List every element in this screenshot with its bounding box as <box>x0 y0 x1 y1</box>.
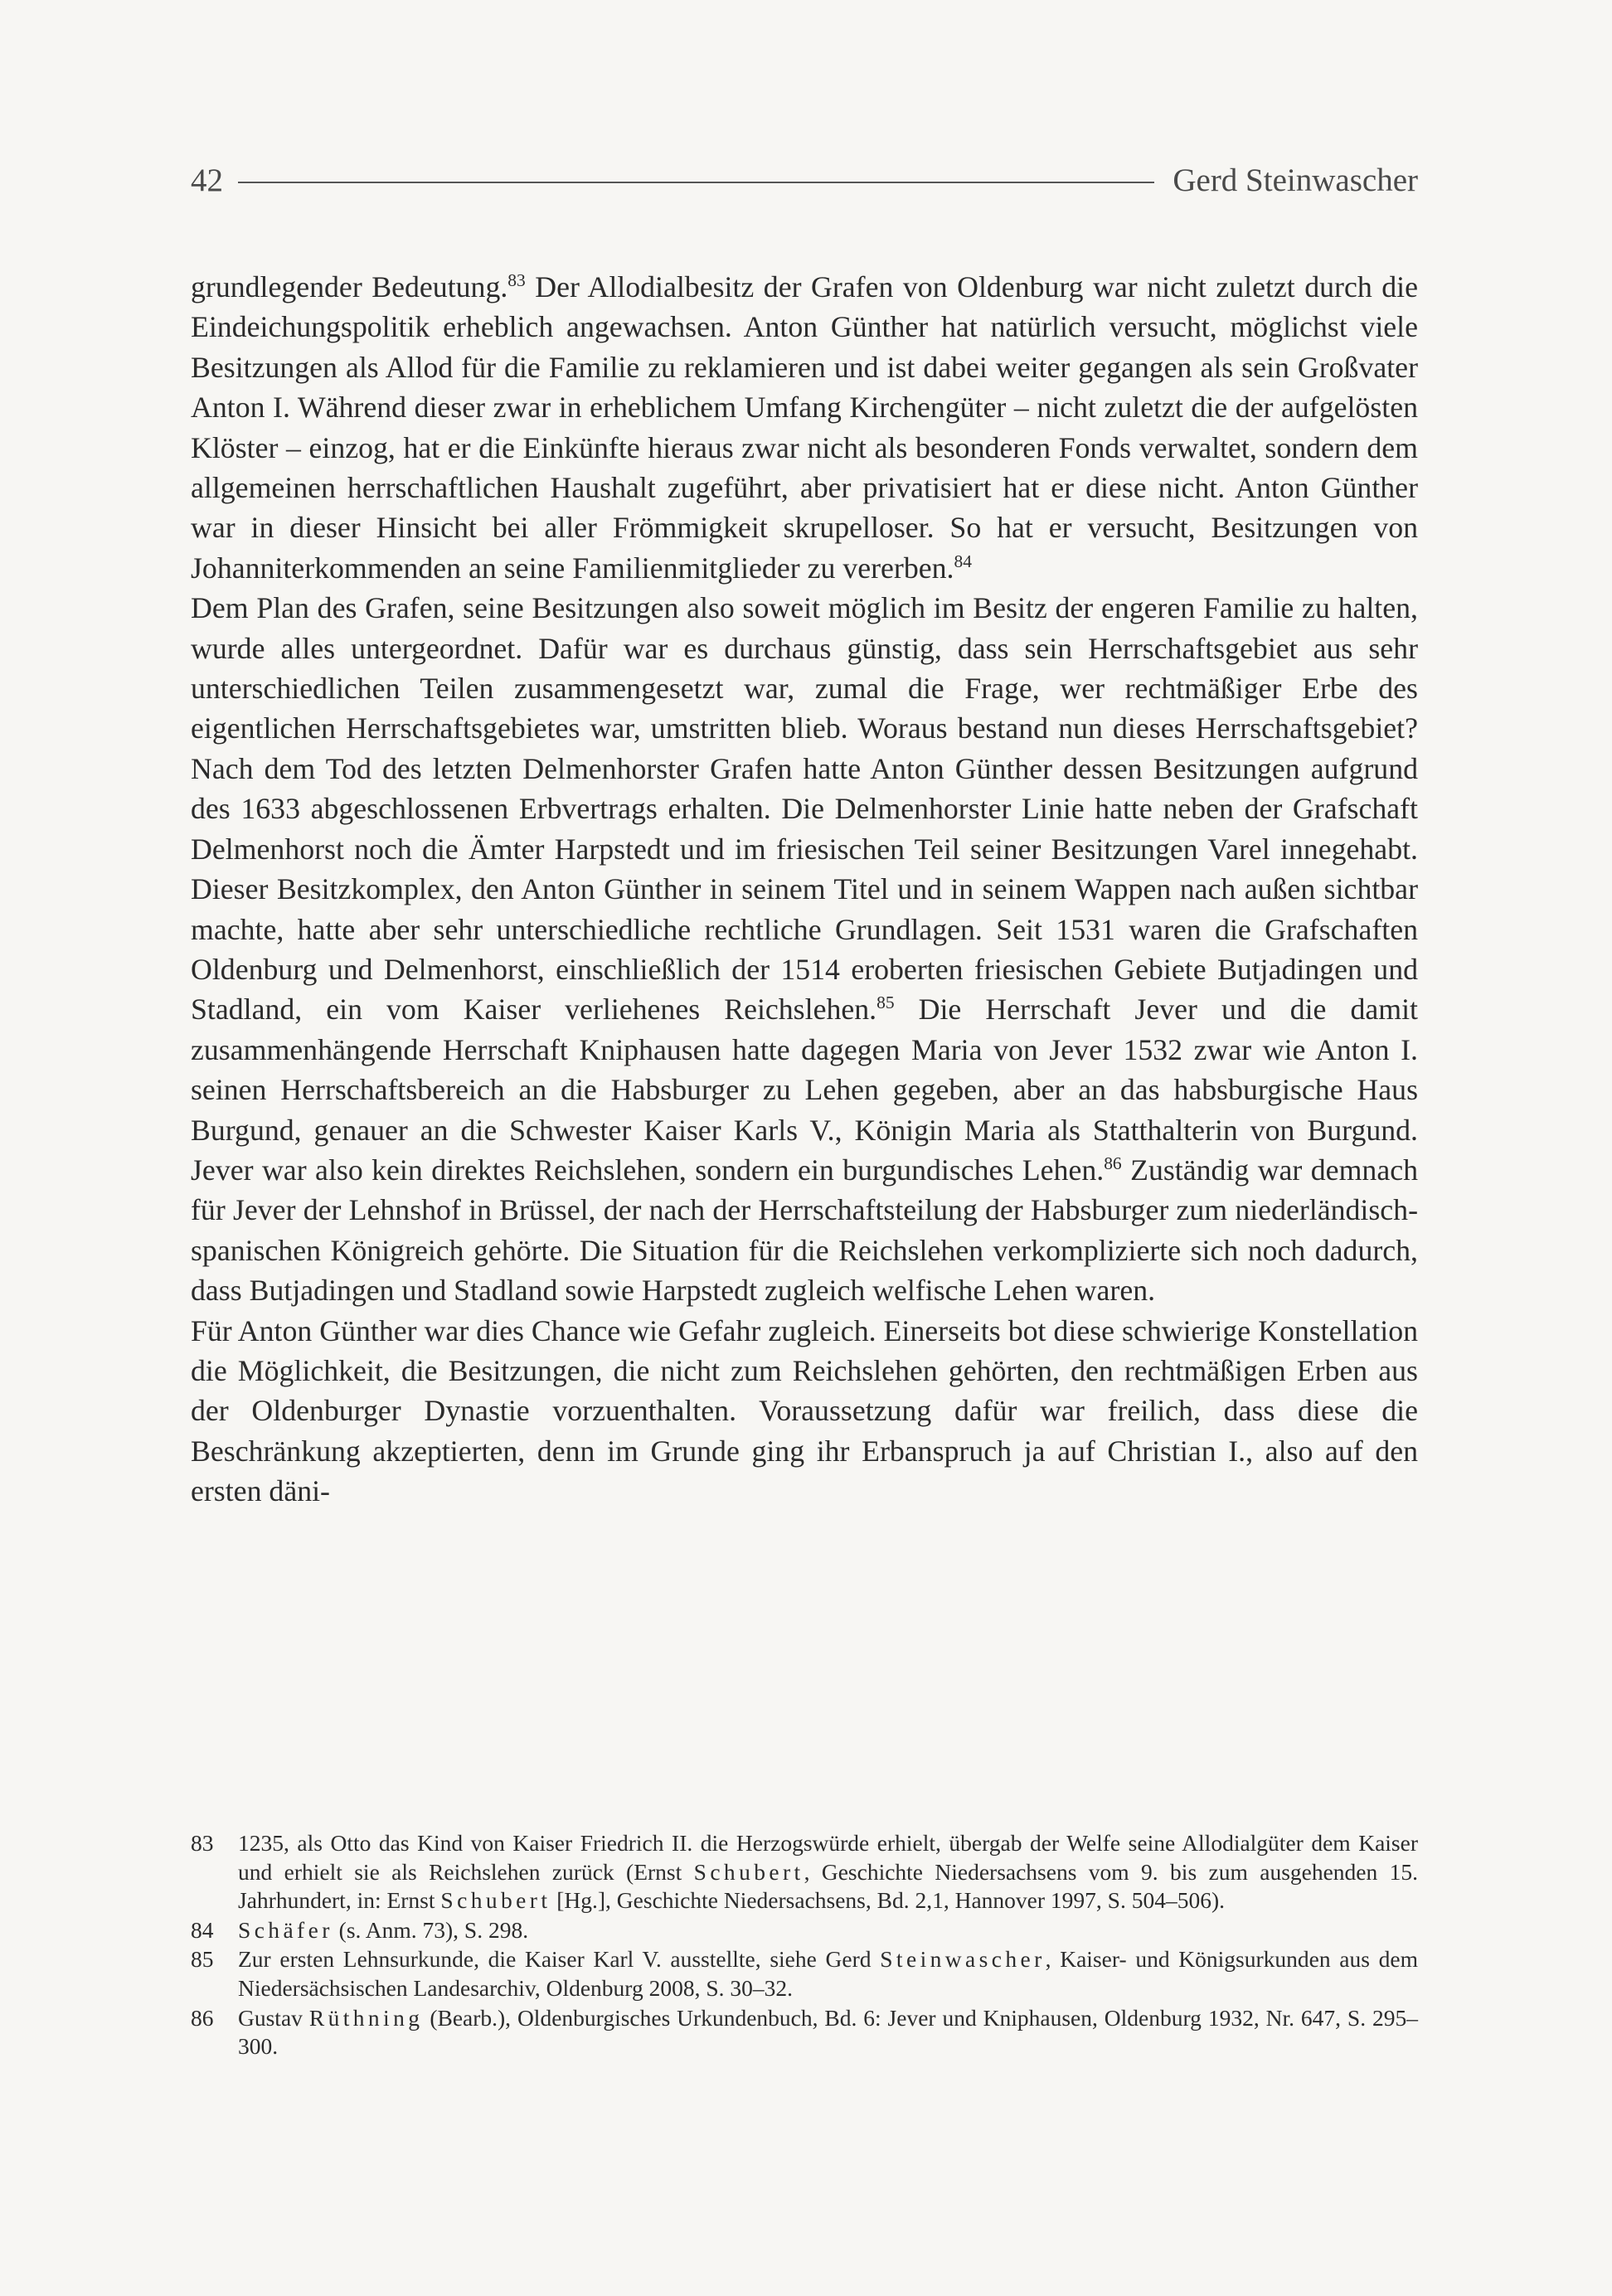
author-name: Schubert <box>693 1858 804 1885</box>
text-run: (Bearb.), Oldenburgisches Urkundenbuch, Bd. 6: Jever und Kniphausen, Oldenburg 1932, Nr. 647, S. 295–300. <box>238 2004 1418 2060</box>
text-run: Gustav <box>238 2004 309 2031</box>
text-run: 1235, als Otto das Kind von Kaiser Friedrich II. die Herzogswürde erhielt, übergab der Welfe seine Allodialgüter dem Kaiser und erhielt sie als Reichslehen zurück (Ernst <box>238 1830 1418 1885</box>
footnote-86 <box>191 2004 1418 2061</box>
footnote-number: 85 <box>191 1946 214 1973</box>
footnote-ref-83[interactable]: 83 <box>507 270 526 291</box>
text-run: Zuständig war demnach für Jever der Lehnshof in Brüssel, der nach der Herrschaftsteilung der Habsburger zum niederländisch-spanischen Königreich gehörte. Die Situation für die Reichslehen verkomplizierte sich noch dadurch, dass Butjadingen und Stadland sowie Harpstedt zugleich welfische Lehen waren. <box>191 1153 1418 1308</box>
text-run: , Kaiser- und Königsurkunden aus dem Niedersächsischen Landesarchiv, Oldenburg 2008, S. 30–32. <box>238 1946 1419 2001</box>
footnote-ref-86[interactable]: 86 <box>1104 1153 1122 1174</box>
text-run: (s. Anm. 73), S. 298. <box>333 1916 529 1943</box>
footnote-number: 84 <box>191 1916 214 1943</box>
footnote-text <box>238 1945 1418 2002</box>
text-run: [Hg.], Geschichte Niedersachsens, Bd. 2,1, Hannover 1997, S. 504–506). <box>551 1887 1225 1914</box>
text-run: , Geschichte Niedersachsens vom 9. bis zum ausgehenden 15. Jahrhundert, in: Ernst <box>238 1858 1419 1914</box>
author-name: Rüthning <box>308 2004 424 2031</box>
footnote-83 <box>191 1829 1418 1915</box>
text-run: Zur ersten Lehnsurkunde, die Kaiser Karl V. ausstellte, siehe Gerd <box>238 1946 881 1973</box>
footnote-ref-84[interactable]: 84 <box>954 551 972 571</box>
running-head <box>191 159 1418 201</box>
footnote-text <box>238 2004 1418 2061</box>
footnote-84 <box>191 1916 1418 1945</box>
footnote-text <box>238 1829 1418 1915</box>
header-rule <box>238 182 1154 183</box>
footnote-number: 83 <box>191 1830 214 1856</box>
main-text <box>191 267 1418 1512</box>
text-run: Der Allodialbesitz der Grafen von Oldenburg war nicht zuletzt durch die Eindeichungspolitik erheblich angewachsen. Anton Günther hat natürlich versucht, möglichst viele Besitzungen als Allod für die Familie zu reklamieren und ist dabei weiter gegangen als sein Großvater Anton I. Während dieser zwar in erheblichem Umfang Kirchengüter – nicht zuletzt die der aufgelösten Klöster – einzog, hat er die Einkünfte hieraus zwar nicht als besonderen Fonds verwaltet, sondern dem allgemeinen herrschaftlichen Haushalt zugeführt, aber privatisiert hat er diese nicht. Anton Günther war in dieser Hinsicht bei aller Frömmigkeit skrupelloser. So hat er versucht, Besitzungen von Johanniterkommenden an seine Familienmitglieder zu vererben. <box>191 270 1418 585</box>
footnote-number: 86 <box>191 2004 214 2031</box>
footnotes <box>191 1829 1418 2062</box>
paragraph-3: Für Anton Günther war dies Chance wie Gefahr zugleich. Einerseits bot diese schwierige Konstellation die Möglichkeit, die Besitzungen, die nicht zum Reichslehen gehörten, den rechtmäßigen Erben aus der Oldenburger Dynastie vorzuenthalten. Voraussetzung dafür war freilich, dass diese die Beschränkung akzeptierten, denn im Grunde ging ihr Erbanspruch ja auf Christian I., also auf den ersten däni- <box>191 1313 1418 1508</box>
footnote-ref-85[interactable]: 85 <box>876 993 895 1013</box>
footnote-text <box>238 1916 1418 1945</box>
page-number: 42 <box>191 162 223 198</box>
footnote-85 <box>191 1945 1418 2002</box>
author-name: Schubert <box>440 1887 551 1914</box>
author-name: Schäfer <box>238 1916 333 1943</box>
paragraph-1 <box>191 267 1418 588</box>
text-run: Die Herrschaft Jever und die damit zusammenhängende Herrschaft Kniphausen hatte dagegen Maria von Jever 1532 zwar wie Anton I. seinen Herrschaftsbereich an die Habsburger zu Lehen gegeben, aber an das habsburgische Haus Burgund, genauer an die Schwester Kaiser Karls V., Königin Maria als Statthalterin von Burgund. Jever war also kein direktes Reichslehen, sondern ein burgundisches Lehen. <box>191 993 1418 1187</box>
text-run: grundlegender Bedeutung. <box>191 270 508 303</box>
author-name: Steinwascher <box>880 1946 1046 1973</box>
text-run: Dem Plan des Grafen, seine Besitzungen also soweit möglich im Besitz der engeren Familie zu halten, wurde alles untergeordnet. Dafür war es durchaus günstig, dass sein Herrschaftsgebiet aus sehr unterschiedlichen Teilen zusammengesetzt war, zumal die Frage, wer rechtmäßiger Erbe des eigentlichen Herrschaftsgebietes war, umstritten blieb. Woraus bestand nun dieses Herrschaftsgebiet? Nach dem Tod des letzten Delmenhorster Grafen hatte Anton Günther dessen Besitzungen aufgrund des 1633 abgeschlossenen Erbvertrags erhalten. Die Delmenhorster Linie hatte neben der Grafschaft Delmenhorst noch die Ämter Harpstedt und im friesischen Teil seiner Besitzungen Varel innegehabt. Dieser Besitzkomplex, den Anton Günther in seinem Titel und in seinem Wappen nach außen sichtbar machte, hatte aber sehr unterschiedliche rechtliche Grundlagen. Seit 1531 waren die Grafschaften Oldenburg und Delmenhorst, einschließlich der 1514 eroberten friesischen Gebiete Butjadingen und Stadland, ein vom Kaiser verliehenes Reichslehen. <box>191 591 1418 1027</box>
paragraph-2 <box>191 588 1418 1310</box>
running-head-author: Gerd Steinwascher <box>1173 162 1418 198</box>
